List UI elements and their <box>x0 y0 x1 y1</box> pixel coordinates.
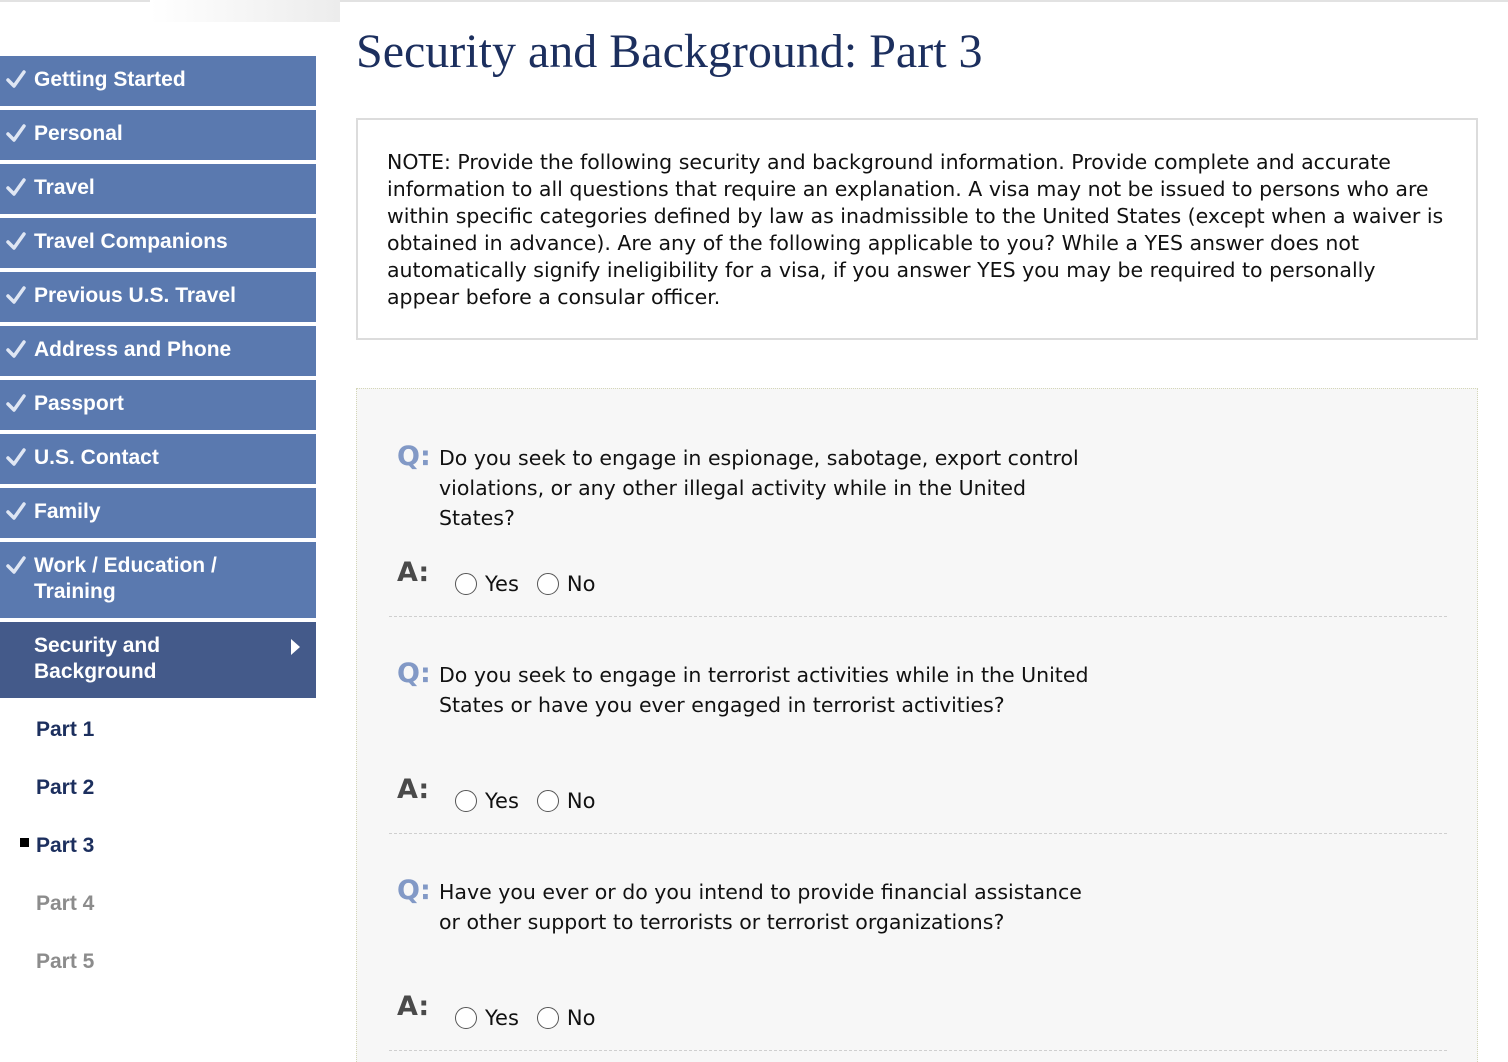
header-gradient <box>150 0 340 22</box>
question-prefix: Q: <box>397 658 431 689</box>
sidebar-item-family[interactable] <box>0 488 316 538</box>
sidebar-subitem-label: Part 2 <box>36 776 95 799</box>
question-financial-assistance <box>389 833 1447 1051</box>
sidebar-item-label: Address and Phone <box>34 338 232 361</box>
sidebar-item-label: Family <box>34 500 101 523</box>
yes-radio[interactable] <box>455 790 477 812</box>
page-title: Security and Background: Part 3 <box>356 25 983 78</box>
sidebar-subitem-label: Part 1 <box>36 718 95 741</box>
yes-radio[interactable] <box>455 573 477 595</box>
yes-label: Yes <box>485 1006 519 1030</box>
arrow-right-icon <box>291 639 300 655</box>
question-text: Do you seek to engage in espionage, sabotage, export control violations, or any other illegal activity while in the United States? <box>439 446 1079 530</box>
sidebar-item-previous-us-travel[interactable] <box>0 272 316 322</box>
check-icon <box>6 122 26 144</box>
sidebar-item-label: Passport <box>34 392 124 415</box>
sidebar-item-address-and-phone[interactable] <box>0 326 316 376</box>
yes-label: Yes <box>485 789 519 813</box>
sidebar-subitem-part-5 <box>0 934 316 992</box>
answer-radio-group <box>455 1003 613 1033</box>
question-prefix: Q: <box>397 875 431 906</box>
note-text: NOTE: Provide the following security and background information. Provide complete and accurate information to all questions that require an explanation. A visa may not be issued to persons who are within specific categories defined by law as inadmissible to the United States (except when a waiver is obtained in advance). Are any of the following applicable to you? While a YES answer does not automatically signify ineligibility for a visa, if you answer YES you may be required to personally appear before a consular officer. <box>387 150 1444 309</box>
yes-option[interactable] <box>455 1006 519 1030</box>
current-marker-icon <box>20 838 29 847</box>
no-option[interactable] <box>537 572 596 596</box>
note-box <box>356 118 1478 340</box>
sidebar-subitem-part-4 <box>0 876 316 934</box>
no-radio[interactable] <box>537 573 559 595</box>
sidebar-item-travel[interactable] <box>0 164 316 214</box>
question-terrorist-activities <box>389 616 1447 834</box>
sidebar-item-passport[interactable] <box>0 380 316 430</box>
no-label: No <box>566 789 596 813</box>
sidebar-subitem-part-1[interactable] <box>0 702 316 760</box>
question-text: Do you seek to engage in terrorist activities while in the United States or have you ever engaged in terrorist activities? <box>439 663 1089 717</box>
no-radio[interactable] <box>537 1007 559 1029</box>
sidebar-item-us-contact[interactable] <box>0 434 316 484</box>
sidebar-item-getting-started[interactable] <box>0 56 316 106</box>
sidebar-item-label: Getting Started <box>34 68 186 91</box>
sidebar-item-travel-companions[interactable] <box>0 218 316 268</box>
sidebar-item-label: Travel <box>34 176 95 199</box>
answer-radio-group <box>455 569 613 599</box>
sidebar-item-label: Work / Education / Training <box>34 554 217 603</box>
answer-prefix: A: <box>397 991 430 1022</box>
sidebar-item-label: Security and Background <box>34 634 161 683</box>
sidebar-item-label: Travel Companions <box>34 230 228 253</box>
check-icon <box>6 176 26 198</box>
yes-label: Yes <box>485 572 519 596</box>
yes-option[interactable] <box>455 789 519 813</box>
no-label: No <box>566 572 596 596</box>
no-option[interactable] <box>537 789 596 813</box>
no-radio[interactable] <box>537 790 559 812</box>
sidebar-item-label: Personal <box>34 122 123 145</box>
sidebar-subitem-label: Part 5 <box>36 950 95 973</box>
sidebar-item-label: U.S. Contact <box>34 446 159 469</box>
check-icon <box>6 68 26 90</box>
check-icon <box>6 446 26 468</box>
answer-prefix: A: <box>397 774 430 805</box>
check-icon <box>6 284 26 306</box>
no-option[interactable] <box>537 1006 596 1030</box>
check-icon <box>6 230 26 252</box>
sidebar-subitem-part-2[interactable] <box>0 760 316 818</box>
sidebar-subitem-label: Part 4 <box>36 892 95 915</box>
questions-panel <box>356 388 1478 1062</box>
check-icon <box>6 500 26 522</box>
no-label: No <box>566 1006 596 1030</box>
question-espionage <box>389 399 1447 617</box>
sidebar-nav <box>0 56 316 992</box>
sidebar-item-personal[interactable] <box>0 110 316 160</box>
check-icon <box>6 392 26 414</box>
sidebar-item-work-education-training[interactable] <box>0 542 316 618</box>
check-icon <box>6 338 26 360</box>
sidebar-subitem-part-3[interactable] <box>0 818 316 876</box>
answer-prefix: A: <box>397 557 430 588</box>
sidebar-item-security-and-background[interactable] <box>0 622 316 698</box>
check-icon <box>6 554 26 576</box>
question-text: Have you ever or do you intend to provide financial assistance or other support to terrorists or terrorist organizations? <box>439 880 1082 934</box>
sidebar-item-label: Previous U.S. Travel <box>34 284 236 307</box>
sidebar-subitem-label: Part 3 <box>36 834 95 857</box>
answer-radio-group <box>455 786 613 816</box>
yes-radio[interactable] <box>455 1007 477 1029</box>
yes-option[interactable] <box>455 572 519 596</box>
question-prefix: Q: <box>397 441 431 472</box>
